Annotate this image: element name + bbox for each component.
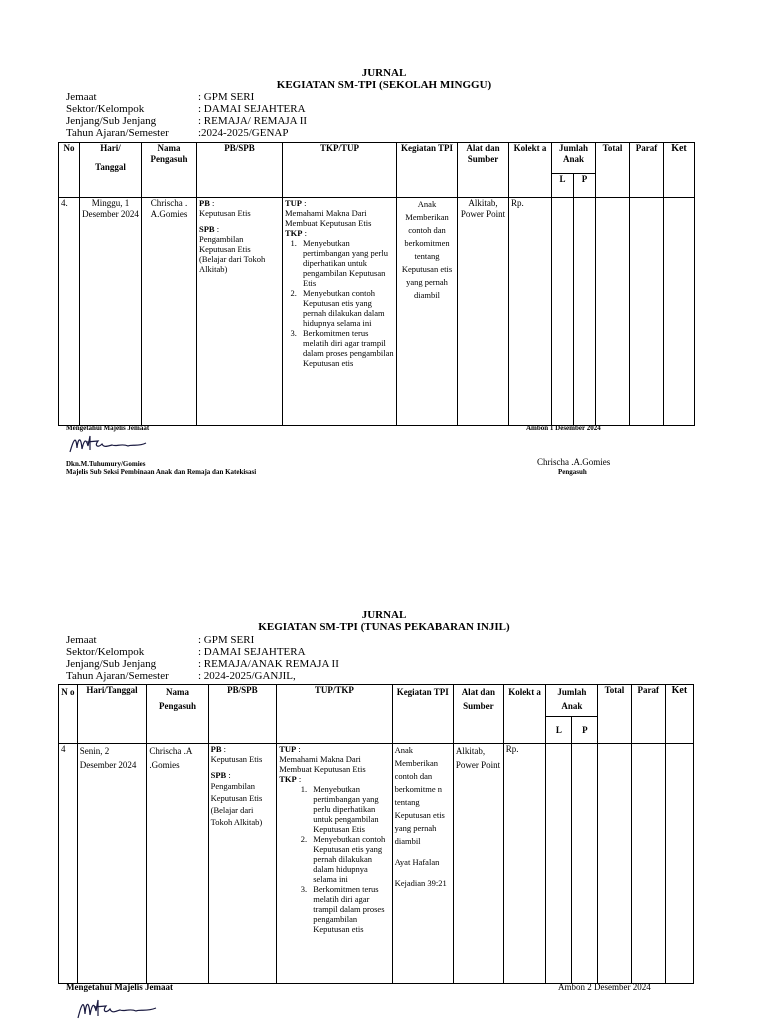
header-alat: Alat dan Sumber: [453, 685, 503, 744]
cell-ket: [664, 198, 695, 426]
doc2-subtitle: KEGIATAN SM-TPI (TUNAS PEKABARAN INJIL): [258, 621, 510, 633]
tup-text: Memahami Makna Dari Membuat Keputusan Etis: [279, 754, 366, 774]
header-nama-pengasuh: Nama Pengasuh: [142, 143, 197, 198]
header-ket: Ket: [664, 143, 695, 198]
tup-label: TUP: [279, 744, 297, 754]
tkp-label: TKP: [285, 228, 303, 238]
meta-key: Sektor/Kelompok: [66, 103, 145, 115]
cell-paraf: [631, 744, 665, 984]
tup-label: TUP: [285, 198, 302, 208]
tkp-item: 3. Berkomitmen terus melatih diri agar trampil dalam proses pengambilan Keputusan etis: [299, 328, 394, 368]
meta-value: : GPM SERI: [198, 91, 255, 103]
cell-hari: Minggu, 1 Desember 2024: [80, 198, 142, 426]
doc1-journal-table: [58, 142, 695, 426]
signature-image: [76, 996, 160, 1022]
header-total: Total: [596, 143, 630, 198]
tkp-item: 1. Menyebutkan pertimbangan yang perlu diperhatikan untuk pengambilan Keputusan Etis: [309, 784, 389, 834]
header-hari-tanggal: [80, 143, 142, 198]
doc1-meta: [66, 91, 307, 139]
tkp-item: 3. Berkomitmen terus melatih diri agar trampil dalam proses pengambilan Keputusan etis: [309, 884, 389, 934]
meta-value: :2024-2025/GENAP: [198, 127, 289, 139]
header-ket: Ket: [665, 685, 693, 744]
cell-no: 4: [59, 744, 78, 984]
meta-value: : DAMAI SEJAHTERA: [198, 103, 306, 115]
pb-text: Keputusan Etis: [210, 754, 263, 764]
header-tup-tkp: TUP/TKP: [277, 685, 392, 744]
header-nama-pengasuh: Nama Pengasuh: [147, 685, 208, 744]
cell-tkp-tup: TUP : Memahami Makna Dari Membuat Keputusan Etis TKP : 1. Menyebutkan pertimbangan yang perlu diperhatikan untuk pengambilan Keputusan Etis 2. Menyebutkan contoh Keputusan etis yang pernah dilakukan dalam hidupnya selama ini 3. Berkomitmen terus melatih diri agar trampil dalam proses pengambilan Keputusan etis: [283, 198, 397, 426]
cell-alat: Alkitab, Power Point: [453, 744, 503, 984]
signature-image: [68, 432, 150, 456]
cell-alat: Alkitab, Power Point: [458, 198, 509, 426]
header-p: P: [574, 174, 596, 198]
header-no: N o: [59, 685, 78, 744]
cell-paraf: [630, 198, 664, 426]
ayat-label: Ayat Hafalan: [394, 857, 440, 867]
meta-value: : REMAJA/ REMAJA II: [198, 115, 308, 127]
cell-l: [546, 744, 572, 984]
spb-label: SPB: [210, 770, 227, 780]
meta-key: Jemaat: [66, 634, 97, 646]
cell-kegiatan: Anak Memberikan contoh dan berkomitmen tentang Keputusan etis yang pernah diambil: [397, 198, 458, 426]
ayat-ref: Kejadian 39:21: [394, 878, 447, 888]
cell-nama: Chrischa .A .Gomies: [147, 744, 208, 984]
meta-value: : GPM SERI: [198, 634, 255, 646]
tkp-item: 2. Menyebutkan contoh Keputusan etis yang pernah dilakukan dalam hidupnya selama ini: [299, 288, 394, 328]
tkp-item: 1. Menyebutkan pertimbangan yang perlu diperhatikan untuk pengambilan Keputusan Etis: [299, 238, 394, 288]
header-kolekta: Kolekt a: [503, 685, 546, 744]
header-l: L: [546, 717, 572, 744]
meta-key: Tahun Ajaran/Semester: [66, 670, 169, 682]
meta-value: : 2024-2025/GANJIL,: [198, 670, 296, 682]
doc1-title: JURNAL: [361, 67, 407, 79]
tkp-item: 2. Menyebutkan contoh Keputusan etis yang pernah dilakukan dalam hidupnya selama ini: [309, 834, 389, 884]
header-alat: Alat dan Sumber: [458, 143, 509, 198]
header-total: Total: [598, 685, 631, 744]
header-kegiatan: Kegiatan TPI: [397, 143, 458, 198]
meta-key: Jenjang/Sub Jenjang: [66, 658, 157, 670]
cell-kolekta: Rp.: [503, 744, 546, 984]
spb-text: Pengambilan Keputusan Etis (Belajar dari Tokoh Alkitab): [199, 234, 266, 274]
header-paraf: Paraf: [630, 143, 664, 198]
header-kegiatan: Kegiatan TPI: [392, 685, 453, 744]
table-row: [59, 744, 694, 984]
meta-key: Sektor/Kelompok: [66, 646, 145, 658]
doc1-footer-left-role: Majelis Sub Seksi Pembinaan Anak dan Remaja dan Katekisasi: [66, 468, 257, 476]
doc2-journal-table: [58, 684, 694, 984]
doc1-footer-right-name: Chrischa .A.Gomies: [537, 457, 611, 467]
spb-text: Pengambilan Keputusan Etis (Belajar dari Tokoh Alkitab): [210, 781, 263, 827]
cell-tup-tkp: TUP : Memahami Makna Dari Membuat Keputusan Etis TKP : 1. Menyebutkan pertimbangan yang perlu diperhatikan untuk pengambilan Keputusan Etis 2. Menyebutkan contoh Keputusan etis yang pernah dilakukan dalam hidupnya selama ini 3. Berkomitmen terus melatih diri agar trampil dalam proses pengambilan Keputusan etis: [277, 744, 392, 984]
cell-ket: [665, 744, 693, 984]
pb-text: Keputusan Etis: [199, 208, 251, 218]
tkp-label: TKP: [279, 774, 297, 784]
meta-key: Jenjang/Sub Jenjang: [66, 115, 157, 127]
doc2-meta: [66, 634, 339, 682]
table-row: [59, 198, 695, 426]
meta-value: : DAMAI SEJAHTERA: [198, 646, 306, 658]
cell-hari: Senin, 2 Desember 2024: [77, 744, 147, 984]
header-paraf: Paraf: [631, 685, 665, 744]
kegiatan-text: Anak Memberikan contoh dan berkomitme n tentang Keputusan etis yang pernah diambil: [394, 745, 445, 846]
doc1-footer-left-title: Mengetahui Majelis Jemaat: [66, 424, 150, 432]
cell-kolekta: Rp.: [509, 198, 552, 426]
header-jumlah-anak: Jumlah Anak: [552, 143, 596, 174]
doc1-footer-left-name: Dkn.M.Tuhumury/Gomies: [66, 460, 146, 468]
cell-kegiatan: [392, 744, 453, 984]
header-l: L: [552, 174, 574, 198]
tup-text: Memahami Makna Dari Membuat Keputusan Etis: [285, 208, 372, 228]
pb-label: PB: [210, 744, 222, 754]
spb-label: SPB: [199, 224, 215, 234]
cell-pb-spb: PB : Keputusan Etis SPB : Pengambilan Keputusan Etis (Belajar dari Tokoh Alkitab): [197, 198, 283, 426]
header-jumlah-anak: Jumlah Anak: [546, 685, 598, 717]
cell-no: 4.: [59, 198, 80, 426]
doc2-footer-date: Ambon 2 Desember 2024: [558, 982, 651, 992]
header-tanggal: Tanggal: [95, 162, 126, 172]
cell-total: [596, 198, 630, 426]
meta-key: Jemaat: [66, 91, 97, 103]
cell-pb-spb: PB : Keputusan Etis SPB : Pengambilan Keputusan Etis (Belajar dari Tokoh Alkitab): [208, 744, 277, 984]
meta-key: Tahun Ajaran/Semester: [66, 127, 169, 139]
doc2-title: JURNAL: [361, 609, 407, 621]
doc1-subtitle: KEGIATAN SM-TPI (SEKOLAH MINGGU): [276, 79, 492, 91]
header-hari-tanggal: Hari/Tanggal: [77, 685, 147, 744]
header-kolekta: Kolekt a: [509, 143, 552, 198]
meta-value: : REMAJA/ANAK REMAJA II: [198, 658, 339, 670]
cell-p: [574, 198, 596, 426]
cell-total: [598, 744, 631, 984]
header-tkp-tup: TKP/TUP: [283, 143, 397, 198]
header-pb-spb: PB/SPB: [197, 143, 283, 198]
doc1-footer-right-role: Pengasuh: [558, 468, 587, 476]
header-hari: Hari/: [100, 143, 121, 153]
pb-label: PB: [199, 198, 210, 208]
header-p: P: [572, 717, 598, 744]
cell-p: [572, 744, 598, 984]
cell-l: [552, 198, 574, 426]
cell-nama: Chrischa . A.Gomies: [142, 198, 197, 426]
doc1-footer-date: Ambon 1 Desember 2024: [526, 424, 601, 432]
header-no: No: [59, 143, 80, 198]
header-pb-spb: PB/SPB: [208, 685, 277, 744]
doc2-footer-left-title: Mengetahui Majelis Jemaat: [66, 982, 173, 992]
